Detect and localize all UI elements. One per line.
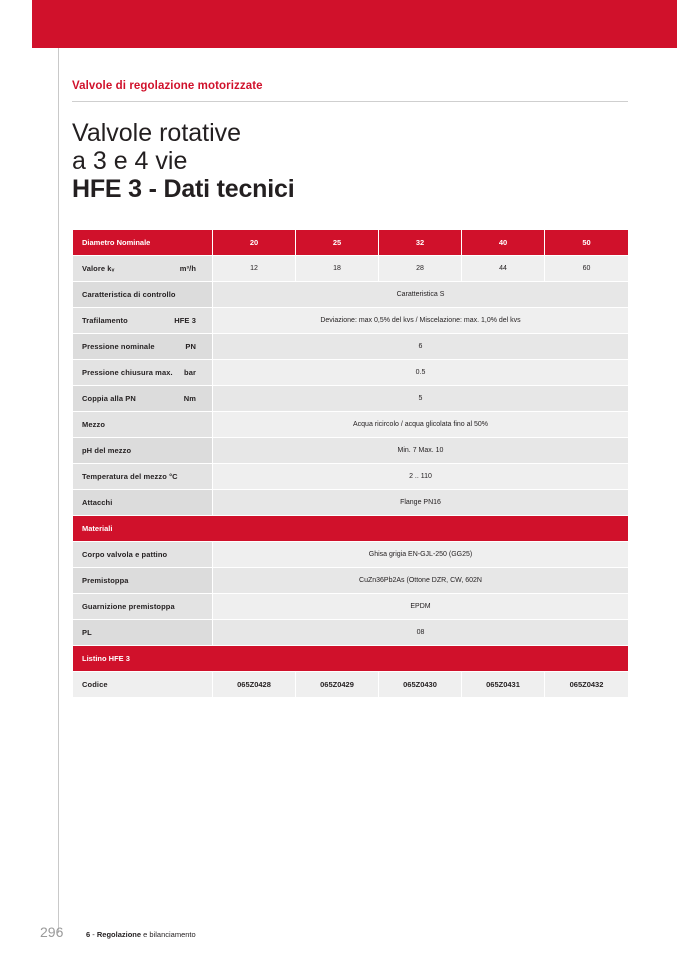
row-unit: Nm <box>183 394 196 403</box>
table-row <box>73 594 629 620</box>
row-value: Flange PN16 <box>213 490 629 516</box>
price-list-section-header <box>73 646 629 672</box>
table-row <box>73 490 629 516</box>
table-row <box>73 334 629 360</box>
row-label <box>73 568 213 594</box>
row-label <box>73 490 213 516</box>
row-label-text: Attacchi <box>82 498 113 507</box>
table-row <box>73 412 629 438</box>
product-code: 065Z0431 <box>462 672 545 698</box>
row-label-text: Trafilamento <box>82 316 128 325</box>
page-title <box>72 119 628 203</box>
table-row <box>73 438 629 464</box>
row-value: 0.5 <box>213 360 629 386</box>
table-row <box>73 620 629 646</box>
page-number: 296 <box>40 924 64 940</box>
table-row <box>73 386 629 412</box>
row-label-text: Temperatura del mezzo °C <box>82 472 178 481</box>
table-row-codes <box>73 672 629 698</box>
row-value: EPDM <box>213 594 629 620</box>
row-label-text: Codice <box>82 680 108 689</box>
row-label-text: Caratteristica di controllo <box>82 290 176 299</box>
row-value: Min. 7 Max. 10 <box>213 438 629 464</box>
table-header-size: 50 <box>545 230 629 256</box>
row-label <box>73 256 213 282</box>
page-footer <box>40 924 600 940</box>
row-value: Acqua ricircolo / acqua glicolata fino al 50% <box>213 412 629 438</box>
row-label-text: Mezzo <box>82 420 105 429</box>
row-label <box>73 334 213 360</box>
row-label <box>73 412 213 438</box>
product-code: 065Z0430 <box>379 672 462 698</box>
row-label-text: Guarnizione premistoppa <box>82 602 175 611</box>
row-label-text: Valore kᵥ <box>82 264 115 273</box>
table-header-size: 20 <box>213 230 296 256</box>
table-header-size: 40 <box>462 230 545 256</box>
table-row <box>73 256 629 282</box>
row-unit: m³/h <box>179 264 196 273</box>
top-red-band <box>32 0 677 48</box>
row-unit: PN <box>185 342 196 351</box>
row-label <box>73 594 213 620</box>
table-row <box>73 360 629 386</box>
row-value: CuZn36Pb2As (Ottone DZR, CW, 602N <box>213 568 629 594</box>
technical-data-table <box>72 229 629 698</box>
row-value: Ghisa grigia EN-GJL-250 (GG25) <box>213 542 629 568</box>
row-unit: bar <box>184 368 196 377</box>
page-title-line-2: a 3 e 4 vie <box>72 147 188 175</box>
row-label <box>73 464 213 490</box>
row-label <box>73 438 213 464</box>
table-header-row <box>73 230 629 256</box>
table-header-size: 32 <box>379 230 462 256</box>
row-label-text: pH del mezzo <box>82 446 132 455</box>
page-content <box>72 80 628 698</box>
row-label-text: Coppia alla PN <box>82 394 136 403</box>
row-value: 12 <box>213 256 296 282</box>
row-value: 08 <box>213 620 629 646</box>
row-label <box>73 672 213 698</box>
table-row <box>73 308 629 334</box>
row-label <box>73 360 213 386</box>
row-value: 2 .. 110 <box>213 464 629 490</box>
row-unit: HFE 3 <box>174 316 196 325</box>
table-row <box>73 282 629 308</box>
page-title-line-3: HFE 3 - Dati tecnici <box>72 175 295 203</box>
table-row <box>73 464 629 490</box>
row-label <box>73 386 213 412</box>
section-eyebrow: Valvole di regolazione motorizzate <box>72 80 263 92</box>
footer-chapter-subtitle: e bilanciamento <box>143 930 196 939</box>
product-code: 065Z0428 <box>213 672 296 698</box>
row-value: 44 <box>462 256 545 282</box>
row-value: 60 <box>545 256 629 282</box>
row-label-text: Corpo valvola e pattino <box>82 550 168 559</box>
row-value: 18 <box>296 256 379 282</box>
row-label-text: Pressione nominale <box>82 342 155 351</box>
eyebrow-divider <box>72 101 628 102</box>
row-label <box>73 620 213 646</box>
table-row <box>73 542 629 568</box>
row-label-text: Premistoppa <box>82 576 129 585</box>
table-body <box>73 230 629 698</box>
materials-section-header <box>73 516 629 542</box>
row-value: 5 <box>213 386 629 412</box>
row-label <box>73 542 213 568</box>
footer-chapter-title: Regolazione <box>96 930 142 939</box>
left-vertical-rule <box>58 48 59 933</box>
row-value: Deviazione: max 0,5% del kvs / Miscelazione: max. 1,0% del kvs <box>213 308 629 334</box>
product-code: 065Z0432 <box>545 672 629 698</box>
materials-header-label: Materiali <box>73 516 629 542</box>
table-row <box>73 568 629 594</box>
page-title-line-1: Valvole rotative <box>72 119 242 147</box>
price-list-header-label: Listino HFE 3 <box>73 646 629 672</box>
product-code: 065Z0429 <box>296 672 379 698</box>
footer-chapter-number: 6 <box>86 930 91 939</box>
footer-chapter <box>86 930 196 939</box>
table-header-label: Diametro Nominale <box>73 230 213 256</box>
row-label <box>73 308 213 334</box>
row-value: Caratteristica S <box>213 282 629 308</box>
row-value: 6 <box>213 334 629 360</box>
footer-separator: - <box>92 930 95 939</box>
table-header-size: 25 <box>296 230 379 256</box>
row-label-text: Pressione chiusura max. <box>82 368 173 377</box>
row-label <box>73 282 213 308</box>
row-label-text: PL <box>82 628 92 637</box>
row-value: 28 <box>379 256 462 282</box>
